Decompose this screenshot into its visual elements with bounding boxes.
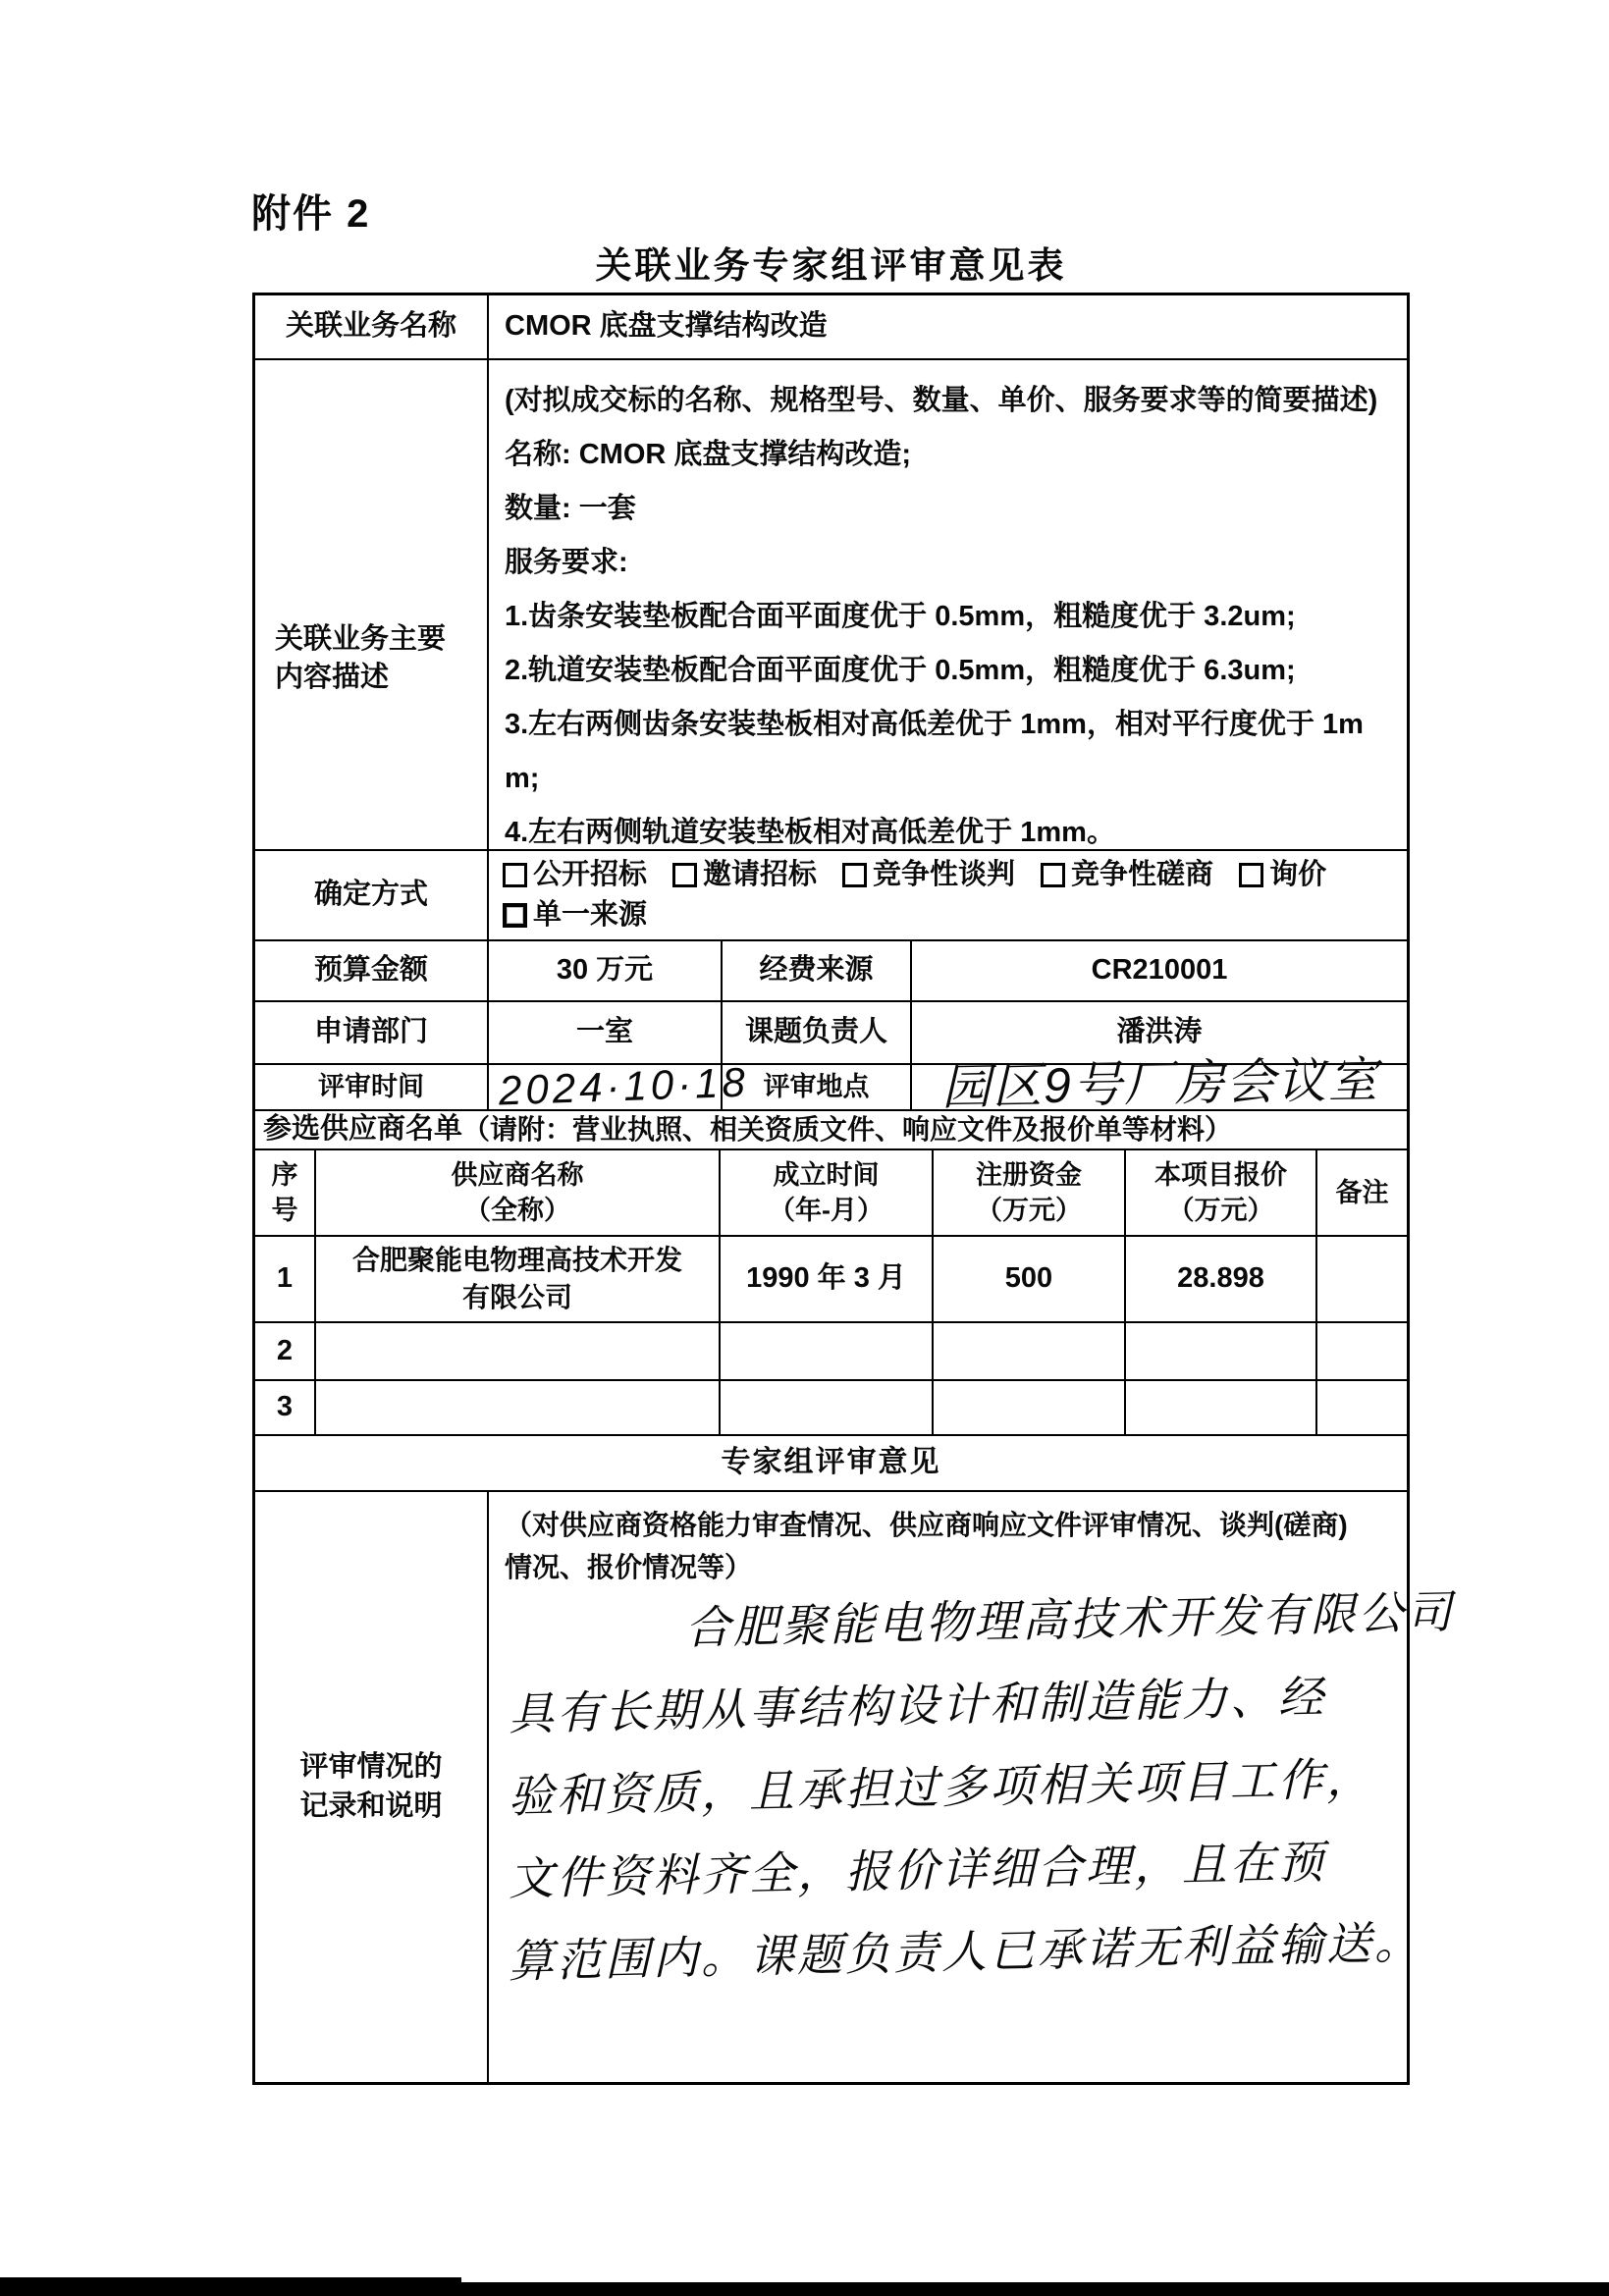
supplier-row-2: [255, 1321, 1407, 1379]
checkbox-open-tender[interactable]: [503, 863, 527, 887]
supplier-1-remark: [1315, 1237, 1407, 1321]
supplier-3-founded: [719, 1381, 932, 1434]
supplier-row-1: [255, 1235, 1407, 1321]
leader-label: 课题负责人: [721, 1002, 910, 1063]
description-line: 1.齿条安装垫板配合面平面度优于 0.5mm，粗糙度优于 3.2um;: [505, 600, 1296, 632]
option-inquiry: 询价: [1239, 856, 1326, 894]
description-line: m;: [505, 762, 540, 794]
option-competitive-consultation: 竞争性磋商: [1041, 856, 1213, 894]
handwriting-line: 文件资料齐全，报价详细合理，且在预: [508, 1836, 1327, 1904]
row-review-time-place: [255, 1052, 1407, 1115]
description-line: 数量: 一套: [505, 492, 636, 524]
supplier-table-header: [255, 1148, 1407, 1235]
form-title: 关联业务专家组评审意见表: [595, 245, 1067, 286]
supplier-1-capital: 500: [932, 1237, 1124, 1321]
department-value: 一室: [487, 1002, 721, 1063]
business-name-value: CMOR 底盘支撑结构改造: [487, 295, 1407, 358]
budget-value: 30 万元: [487, 941, 721, 1000]
department-label: 申请部门: [313, 1016, 428, 1048]
supplier-1-name: 合肥聚能电物理高技术开发 有限公司: [314, 1237, 719, 1321]
supplier-2-name: [314, 1323, 719, 1379]
row-expert-opinion-title: [255, 1434, 1407, 1490]
description-line: 2.轨道安装垫板配合面平面度优于 0.5mm，粗糙度优于 6.3um;: [505, 654, 1296, 686]
supplier-2-remark: [1315, 1323, 1407, 1379]
record-intro-line2: 情况、报价情况等）: [505, 1552, 753, 1583]
supplier-3-seq: 3: [276, 1391, 294, 1423]
record-intro-line1: （对供应商资格能力审查情况、供应商响应文件评审情况、谈判(磋商): [505, 1510, 1348, 1540]
description-label: 关联业务主要 内容描述: [275, 622, 447, 693]
header-remark: 备注: [1315, 1150, 1407, 1235]
supplier-section-title-bold: 参选供应商名单: [263, 1113, 463, 1146]
review-form-table: [252, 293, 1456, 2085]
supplier-section-title: [255, 1111, 1407, 1148]
description-line: 3.左右两侧齿条安装垫板相对高低差优于 1mm，相对平行度优于 1m: [505, 708, 1364, 740]
description-line: 名称: CMOR 底盘支撑结构改造;: [505, 438, 912, 470]
review-time-label: 评审时间: [318, 1072, 424, 1102]
expert-opinion-title: 专家组评审意见: [721, 1446, 941, 1479]
supplier-3-price: [1124, 1381, 1315, 1434]
funding-source-value: CR210001: [910, 941, 1407, 1000]
handwriting-line: 合肥聚能电物理高技术开发有限公司: [684, 1585, 1456, 1654]
handwriting-line: 验和资质，且承担过多项相关项目工作，: [508, 1752, 1375, 1822]
supplier-1-seq: 1: [276, 1262, 294, 1295]
method-label: 确定方式: [313, 879, 428, 911]
header-founded: 成立时间 （年-月）: [719, 1150, 932, 1235]
record-body: [487, 1492, 1456, 2082]
header-supplier-name: 供应商名称 （全称）: [314, 1150, 719, 1235]
description-body: [487, 360, 1407, 849]
scan-edge-artifact-left: [0, 2277, 461, 2286]
supplier-2-price: [1124, 1323, 1315, 1379]
checkbox-competitive-consultation[interactable]: [1041, 863, 1065, 887]
supplier-2-seq: 2: [276, 1334, 294, 1366]
row-business-name: [255, 295, 1407, 358]
checkbox-single-source[interactable]: [503, 903, 527, 928]
description-line: 服务要求:: [505, 546, 628, 578]
method-options: [487, 851, 1407, 939]
supplier-2-founded: [719, 1323, 932, 1379]
supplier-1-price: 28.898: [1124, 1237, 1315, 1321]
description-line: 4.左右两侧轨道安装垫板相对高低差优于 1mm。: [505, 816, 1115, 848]
supplier-section-title-note: （请附：营业执照、相关资质文件、响应文件及报价单等材料）: [462, 1114, 1233, 1146]
header-registered-capital: 注册资金 （万元）: [932, 1150, 1124, 1235]
funding-source-label: 经费来源: [721, 941, 910, 1000]
review-time-value: [487, 1058, 750, 1114]
handwriting-line: 算范围内。课题负责人已承诺无利益输送。: [508, 1916, 1423, 1987]
checkbox-inquiry[interactable]: [1239, 863, 1263, 887]
option-invited-tender: 邀请招标: [672, 856, 817, 894]
checkbox-competitive-negotiation[interactable]: [842, 863, 867, 887]
supplier-3-remark: [1315, 1381, 1407, 1434]
checkbox-invited-tender[interactable]: [672, 863, 697, 887]
supplier-3-name: [314, 1381, 719, 1434]
method-options-line2: [503, 896, 647, 934]
option-single-source: 单一来源: [503, 896, 647, 934]
row-method: [255, 849, 1407, 939]
budget-label: 预算金额: [313, 954, 428, 987]
business-name-label: 关联业务名称: [285, 310, 456, 343]
description-line: (对拟成交标的名称、规格型号、数量、单价、服务要求等的简要描述): [505, 384, 1378, 416]
leader-value: 潘洪涛: [910, 1002, 1407, 1063]
option-open-tender: 公开招标: [503, 856, 647, 894]
row-review-record: [255, 1490, 1456, 2082]
supplier-2-capital: [932, 1323, 1124, 1379]
supplier-3-capital: [932, 1381, 1124, 1434]
handwritten-review-opinion: [508, 1585, 1456, 2002]
header-seq: 序 号: [271, 1159, 298, 1225]
option-competitive-negotiation: 竞争性谈判: [842, 856, 1015, 894]
handwriting-line: 具有长期从事结构设计和制造能力、经: [508, 1671, 1327, 1739]
row-budget: [255, 939, 1407, 1000]
handwritten-review-place: 园区9号厂房会议室: [940, 1052, 1380, 1115]
supplier-1-founded: 1990 年 3 月: [719, 1237, 932, 1321]
header-project-price: 本项目报价 （万元）: [1124, 1150, 1315, 1235]
method-options-line1: [503, 856, 1326, 894]
attachment-label: 附件 2: [251, 192, 371, 236]
row-description: [255, 358, 1407, 849]
record-label: 评审情况的 记录和说明: [299, 1751, 443, 1822]
review-place-value: [910, 1052, 1407, 1115]
review-place-label: 评审地点: [721, 1065, 910, 1109]
supplier-row-3: [255, 1379, 1407, 1434]
handwritten-review-date: 2024·10·18: [498, 1058, 750, 1114]
